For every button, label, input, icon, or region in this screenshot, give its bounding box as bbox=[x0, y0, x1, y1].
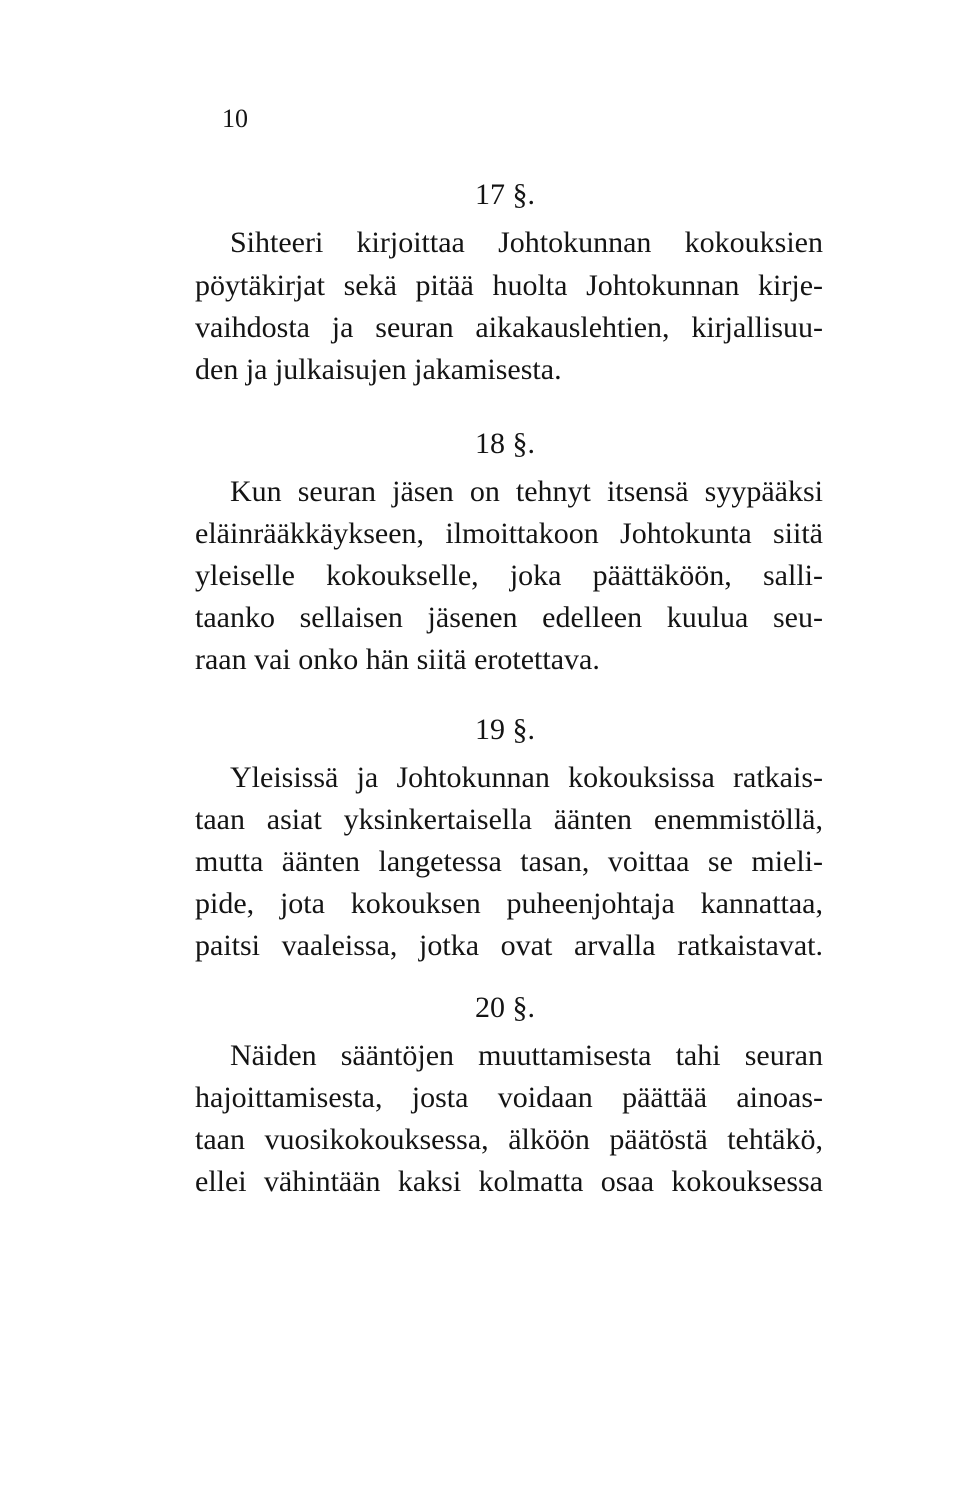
paragraph-line: Yleisissä ja Johtokunnan kokouksissa ratkais- bbox=[230, 761, 823, 794]
section-heading-18: 18 §. bbox=[475, 427, 535, 460]
paragraph-line: taan asiat yksinkertaisella äänten enemmistöllä, bbox=[195, 803, 823, 836]
paragraph-line: taanko sellaisen jäsenen edelleen kuulua seu- bbox=[195, 601, 823, 634]
section-heading-17: 17 §. bbox=[475, 178, 535, 211]
paragraph-line: taan vuosikokouksessa, älköön päätöstä tehtäkö, bbox=[195, 1123, 823, 1156]
paragraph-line: mutta äänten langetessa tasan, voittaa se mieli- bbox=[195, 845, 823, 878]
page-number: 10 bbox=[222, 104, 248, 133]
paragraph-line: Kun seuran jäsen on tehnyt itsensä syypääksi bbox=[230, 475, 823, 508]
paragraph-line: yleiselle kokoukselle, joka päättäköön, salli- bbox=[195, 559, 823, 592]
paragraph-line: vaihdosta ja seuran aikakauslehtien, kirjallisuu- bbox=[195, 311, 823, 344]
paragraph-line: ellei vähintään kaksi kolmatta osaa kokouksessa bbox=[195, 1165, 823, 1198]
section-heading-20: 20 §. bbox=[475, 991, 535, 1024]
paragraph-line: Näiden sääntöjen muuttamisesta tahi seuran bbox=[230, 1039, 823, 1072]
paragraph-line: hajoittamisesta, josta voidaan päättää ainoas- bbox=[195, 1081, 823, 1114]
paragraph-line: den ja julkaisujen jakamisesta. bbox=[195, 353, 562, 386]
paragraph-line: pide, jota kokouksen puheenjohtaja kannattaa, bbox=[195, 887, 823, 920]
paragraph-line: raan vai onko hän siitä erotettava. bbox=[195, 643, 600, 676]
paragraph-line: Sihteeri kirjoittaa Johtokunnan kokouksien bbox=[230, 226, 823, 259]
paragraph-line: paitsi vaaleissa, jotka ovat arvalla ratkaistavat. bbox=[195, 929, 823, 962]
section-heading-19: 19 §. bbox=[475, 713, 535, 746]
paragraph-line: pöytäkirjat sekä pitää huolta Johtokunnan kirje- bbox=[195, 269, 823, 302]
paragraph-line: eläinrääkkäykseen, ilmoittakoon Johtokunta siitä bbox=[195, 517, 823, 550]
